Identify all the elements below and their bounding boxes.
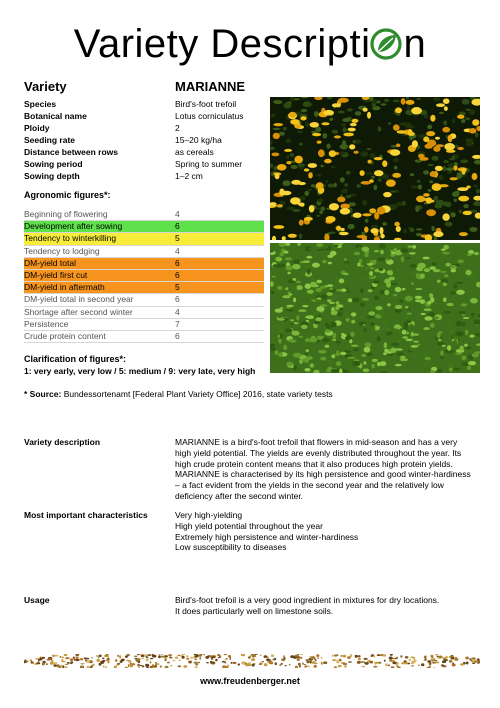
agronomic-row [24,331,264,343]
usage-text [175,595,475,617]
agronomic-row [24,319,264,331]
spec-key: Botanical name [24,111,87,121]
spec-row [24,98,244,110]
agronomic-value: 6 [175,257,180,268]
agronomic-label: DM-yield in aftermath [24,282,105,293]
spec-value: 2 [175,123,180,133]
spec-value: Bird's-foot trefoil [175,99,237,109]
agronomic-label: DM-yield total [24,257,76,268]
clarification-heading: Clarification of figures*: [24,354,127,364]
spec-key: Distance between rows [24,147,119,157]
usage-line: It does particularly well on limestone soils. [175,605,334,616]
agronomic-value: 4 [175,209,180,219]
agronomic-value: 4 [175,245,180,256]
page-title-text-end: n [403,22,427,66]
page-title [0,22,500,67]
characteristics-label: Most important characteristics [24,510,148,520]
spec-value: 1–2 cm [175,171,203,181]
spec-value: as cereals [175,147,214,157]
agronomic-label: Shortage after second winter [24,306,133,317]
agronomic-row [24,221,264,233]
usage-line: Bird's-foot trefoil is a very good ingredient in mixtures for dry locations. [175,595,440,605]
variety-label: Variety [24,79,67,94]
spec-row [24,158,244,170]
characteristics-list [175,510,475,553]
agronomic-row [24,307,264,319]
spec-key: Sowing period [24,159,83,169]
agronomic-label: Tendency to lodging [24,245,100,256]
spec-value: Spring to summer [175,159,243,169]
foliage-photo [270,243,480,373]
leaf-circle-icon [369,27,403,61]
clarification-text: 1: very early, very low / 5: medium / 9: very late, very high [24,366,256,376]
spec-row [24,110,244,122]
agronomic-label: Beginning of flowering [24,209,108,219]
spec-row [24,122,244,134]
website-link[interactable]: www.freudenberger.net [200,676,300,686]
source-text: Bundessortenamt [Federal Plant Variety Office] 2016, state variety tests [61,389,333,399]
spec-row [24,134,244,146]
agronomic-row [24,270,264,282]
agronomic-value: 4 [175,306,180,317]
agronomic-label: Tendency to winterkilling [24,233,117,244]
spec-row [24,170,244,182]
specs-table [24,98,244,182]
agronomic-value: 6 [175,330,180,341]
source-note [24,389,333,399]
agronomic-row [24,282,264,294]
flower-photo [270,97,480,240]
spec-key: Ploidy [24,123,50,133]
agronomic-value: 7 [175,318,180,329]
agronomic-row [24,294,264,306]
description-text: MARIANNE is a bird's-foot trefoil that flowers in mid-season and has a very high yield potential. The yields are evenly distributed throughout the year. Its high crude protein content means that it also produces high protein yields. MARIANNE is characterised by its high persistence and good winter-hardiness – a fact evident from the yields in the second year and the relatively low deficiency after the second winter. [175,437,471,501]
agronomic-row [24,246,264,258]
agronomic-value: 5 [175,282,180,293]
characteristic-item: High yield potential throughout the year [175,520,323,531]
usage-label: Usage [24,595,50,605]
agronomic-row [24,209,264,221]
agronomic-value: 6 [175,269,180,280]
agronomic-label: DM-yield total in second year [24,294,134,305]
description-label: Variety description [24,437,101,447]
agronomic-row [24,233,264,245]
agronomic-value: 6 [175,221,180,232]
spec-key: Sowing depth [24,171,80,181]
page-title-text: Variety Descripti [73,22,371,66]
spec-value: Lotus corniculatus [175,111,244,121]
agronomic-value: 6 [175,294,180,305]
characteristic-item: Extremely high persistence and winter-hardiness [175,531,359,542]
variety-name: MARIANNE [175,79,246,94]
spec-row [24,146,244,158]
agronomic-value: 5 [175,233,180,244]
source-label: * Source: [24,389,62,399]
agronomic-heading: Agronomic figures*: [24,190,111,200]
agronomic-label: Development after sowing [24,221,123,232]
characteristic-item: Very high-yielding [175,510,243,520]
agronomic-table [24,209,264,343]
agronomic-label: Persistence [24,318,69,329]
agronomic-row [24,258,264,270]
characteristic-item: Low susceptibility to diseases [175,542,287,553]
spec-value: 15–20 kg/ha [175,135,222,145]
agronomic-label: DM-yield first cut [24,269,88,280]
seed-band-image [24,654,480,668]
agronomic-label: Crude protein content [24,330,106,341]
spec-key: Species [24,99,57,109]
spec-key: Seeding rate [24,135,76,145]
